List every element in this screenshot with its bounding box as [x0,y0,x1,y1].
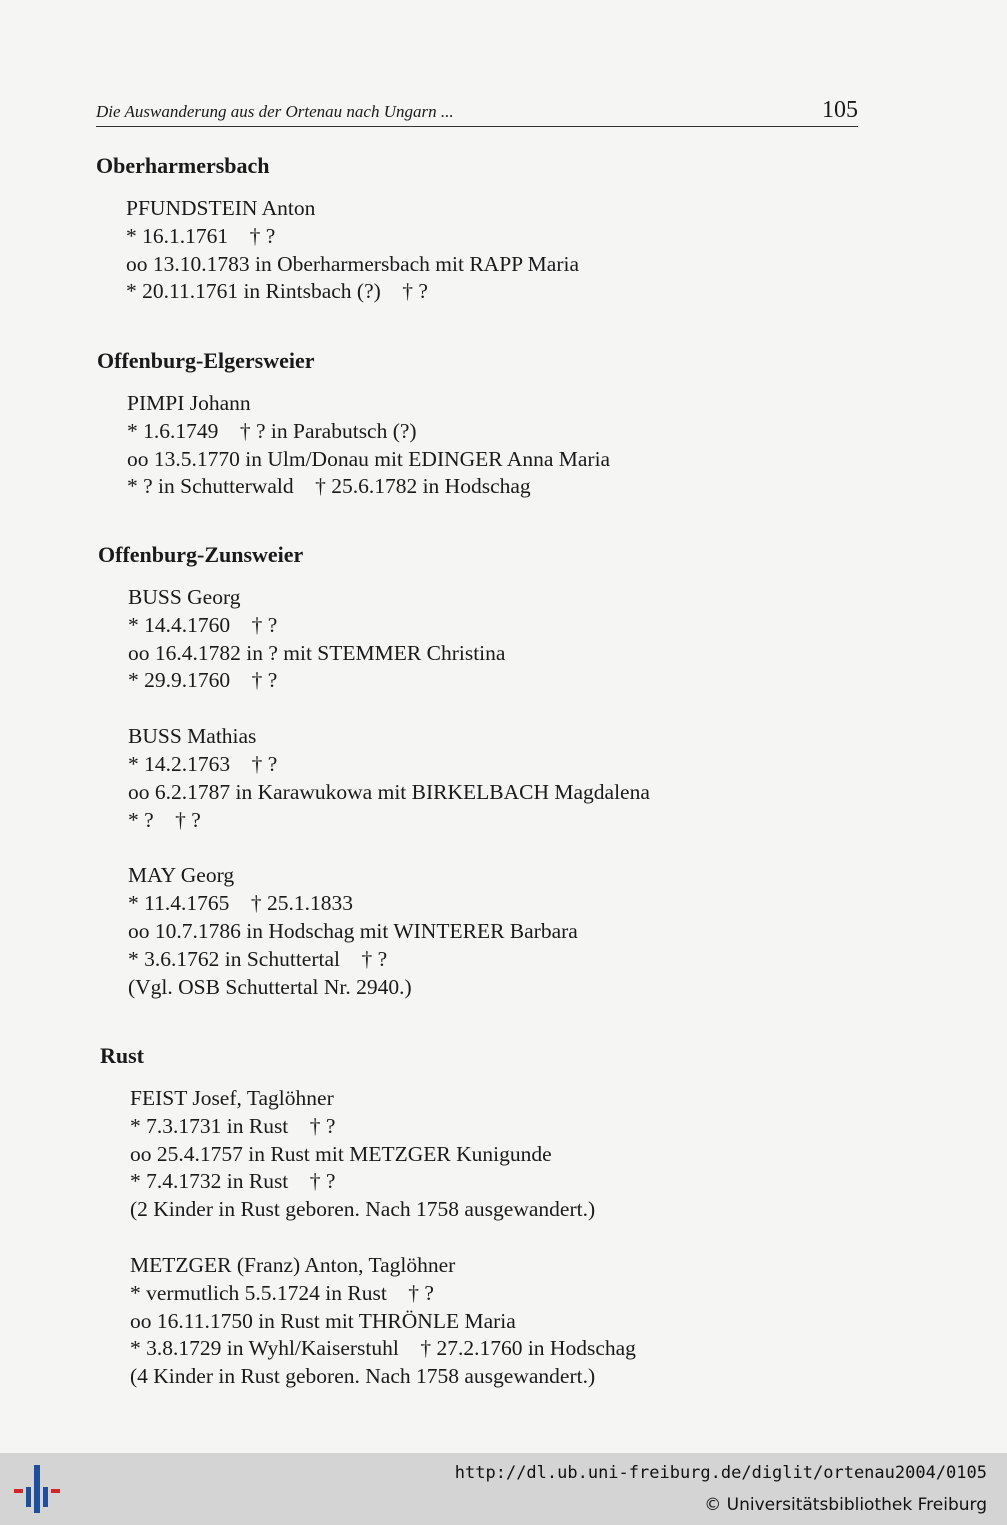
entry-feist-josef [130,1085,636,1224]
entry-line: * 20.11.1761 in Rintsbach (?) † ? [126,279,428,304]
entry-line: oo 13.5.1770 in Ulm/Donau mit EDINGER Anna Maria [127,446,611,471]
entry-line: * 3.6.1762 in Schuttertal † ? [128,946,388,971]
entry-line: * vermutlich 5.5.1724 in Rust † ? [130,1280,434,1305]
entry-line: * ? in Schutterwald † 25.6.1782 in Hodschag [127,474,531,499]
section-offenburg-zunsweier [98,542,650,1001]
entry-pimpi-johann [127,390,610,501]
entry-line: (Vgl. OSB Schuttertal Nr. 2940.) [128,974,412,999]
ub-freiburg-logo-icon [14,1463,62,1515]
entry-line: (2 Kinder in Rust geboren. Nach 1758 ausgewandert.) [130,1197,596,1222]
page-number: 105 [822,97,858,123]
entry-line: oo 10.7.1786 in Hodschag mit WINTERER Barbara [128,918,578,943]
footer-bar [0,1453,1007,1525]
entry-line: * 29.9.1760 † ? [128,668,278,693]
entry-buss-georg [128,584,650,695]
section-oberharmersbach [96,153,579,306]
entry-line: oo 6.2.1787 in Karawukowa mit BIRKELBACH Magdalena [128,779,650,804]
footer-url-link[interactable]: http://dl.ub.uni-freiburg.de/diglit/ortenau2004/0105 [454,1463,987,1483]
entry-line: (4 Kinder in Rust geboren. Nach 1758 ausgewandert.) [130,1364,596,1389]
entry-line: BUSS Georg [128,585,241,609]
entry-line: * 1.6.1749 † ? in Parabutsch (?) [127,418,417,443]
section-title: Offenburg-Elgersweier [97,348,315,373]
running-title: Die Auswanderung aus der Ortenau nach Ungarn ... [96,102,454,121]
entry-buss-mathias [128,723,650,834]
section-title: Rust [100,1043,145,1068]
entry-line: * 14.2.1763 † ? [128,751,278,776]
entry-line: PFUNDSTEIN Anton [126,196,316,220]
entry-line: FEIST Josef, Taglöhner [130,1086,334,1110]
entry-line: * 14.4.1760 † ? [128,612,278,637]
entry-line: PIMPI Johann [127,391,251,415]
footer-copyright: © Universitätsbibliothek Freiburg [704,1495,987,1515]
entry-line: oo 16.11.1750 in Rust mit THRÖNLE Maria [130,1308,516,1333]
running-header [96,92,858,127]
entry-line: * 7.3.1731 in Rust † ? [130,1113,336,1138]
entry-line: * 16.1.1761 † ? [126,223,276,248]
entry-line: * ? † ? [128,807,201,832]
entry-line: MAY Georg [128,863,235,888]
entry-may-georg [128,862,650,1001]
entry-line: oo 13.10.1783 in Oberharmersbach mit RAPP Maria [126,251,580,276]
entry-pfundstein-anton [126,195,579,306]
section-title: Offenburg-Zunsweier [98,542,304,567]
section-offenburg-elgersweier [97,348,610,501]
entry-line: * 3.8.1729 in Wyhl/Kaiserstuhl † 27.2.1760 in Hodschag [130,1336,636,1361]
entry-line: * 11.4.1765 † 25.1.1833 [128,891,353,916]
entry-metzger-anton [130,1252,636,1391]
entry-line: * 7.4.1732 in Rust † ? [130,1169,336,1194]
section-rust [100,1043,636,1391]
section-title: Oberharmersbach [96,153,270,178]
entry-line: BUSS Mathias [128,724,257,749]
entry-line: METZGER (Franz) Anton, Taglöhner [130,1252,456,1277]
entry-line: oo 16.4.1782 in ? mit STEMMER Christina [128,640,506,665]
entry-line: oo 25.4.1757 in Rust mit METZGER Kunigunde [130,1141,552,1166]
